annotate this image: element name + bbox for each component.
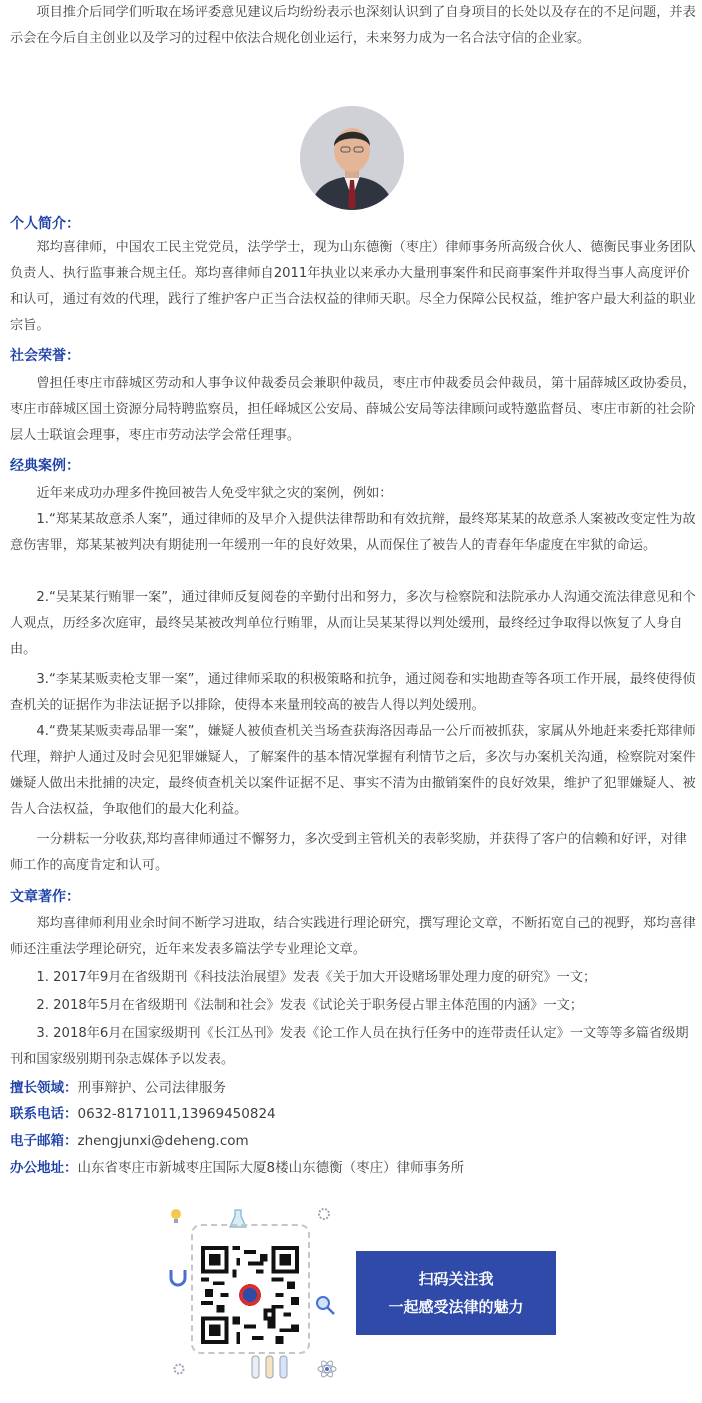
lawyer-portrait [300, 106, 404, 210]
magnifier-icon [314, 1294, 336, 1316]
writings-lead: 郑均喜律师利用业余时间不断学习进取，结合实践进行理论研究，撰写理论文章，不断拓宽自己的视野，郑均喜律师还注重法学理论研究，近年来发表多篇法学专业理论文章。 [10, 916, 696, 957]
address-label: 办公地址： [10, 1160, 78, 1176]
contact-email [10, 1130, 249, 1152]
cases-lead: 近年来成功办理多件挽回被告人免受牢狱之灾的案例，例如： [36, 486, 393, 501]
qr-code[interactable] [201, 1246, 299, 1344]
intro-paragraph: 项目推介后同学们听取在场评委意见建议后均纷纷表示也深刻认识到了自身项目的长处以及存在的不足问题，并表示会在今后自主创业以及学习的过程中依法合规化创业运行，未来努力成为一名合法守信的企业家。 [10, 5, 696, 46]
case-item: 1.“郑某某故意杀人案”，通过律师的及早介入提供法律帮助和有效抗辩，最终郑某某的故意杀人案被改变定性为故意伤害罪，郑某某被判决有期徒刑一年缓刑一年的良好效果，从而保住了被告人的青春年华虚度在牢狱的命运。 [10, 512, 696, 553]
phone-label: 联系电话： [10, 1106, 78, 1122]
profile-title: 个人简介： [10, 216, 80, 232]
phone-value[interactable]: 0632-8171011,13969450824 [77, 1106, 276, 1122]
case-item: 2.“吴某某行贿罪一案”，通过律师反复阅卷的辛勤付出和努力，多次与检察院和法院承办人沟通交流法律意见和个人观点，历经多次庭审，最终吴某被改判单位行贿罪，从而让吴某某得以判处缓刑，最终经过争取得以恢复了人身自由。 [10, 590, 696, 657]
contact-phone [10, 1103, 276, 1125]
banner-line-1: 扫码关注我 [418, 1270, 494, 1288]
cases-title: 经典案例： [10, 458, 80, 474]
writing-item: 3. 2018年6月在国家级期刊《长江丛刊》发表《论工作人员在执行任务中的连带责任认定》一文等等多篇省级期刊和国家级别期刊杂志媒体予以发表。 [10, 1026, 689, 1067]
case-item: 4.“费某某贩卖毒品罪一案”，嫌疑人被侦查机关当场查获海洛因毒品一公斤而被抓获，家属从外地赶来委托郑律师代理，辩护人通过及时会见犯罪嫌疑人，了解案件的基本情况掌握有利情节之后，多次与办案机关沟通，检察院对案件嫌疑人做出未批捕的决定，最终侦查机关以案件证据不足、事实不清为由撤销案件的良好效果，维护了犯罪嫌疑人、被告人合法权益，争取他们的最大化利益。 [10, 724, 696, 817]
test-tubes-icon [248, 1354, 292, 1380]
writing-item: 1. 2017年9月在省级期刊《科技法治展望》发表《关于加大开设赌场罪处理力度的研究》一文； [36, 970, 597, 985]
email-value[interactable]: zhengjunxi@deheng.com [77, 1133, 249, 1149]
address-value: 山东省枣庄市新城枣庄国际大厦8楼山东德衡（枣庄）律师事务所 [77, 1160, 465, 1176]
field-value: 刑事辩护、公司法律服务 [77, 1080, 226, 1096]
gear-icon [316, 1206, 332, 1222]
profile-text: 郑均喜律师，中国农工民主党党员，法学学士，现为山东德衡（枣庄）律师事务所高级合伙人、德衡民事业务团队负责人、执行监事兼合规主任。郑均喜律师自2011年执业以来承办大量刑事案件和民商事案件并取得当事人高度评价和认可，通过有效的代理，践行了维护客户正当合法权益的律师天职。尽全力保障公民权益，维护客户最大利益的职业宗旨。 [10, 240, 696, 333]
banner-line-2: 一起感受法律的魅力 [388, 1298, 524, 1316]
email-label: 电子邮箱： [10, 1133, 78, 1149]
follow-banner [356, 1251, 556, 1335]
case-item: 3.“李某某贩卖枪支罪一案”，通过律师采取的积极策略和抗争，通过阅卷和实地勘查等各项工作开展，最终使得侦查机关的证据作为非法证据予以排除，使得本来量刑较高的被告人得以判处缓刑。 [10, 672, 696, 713]
cases-closing: 一分耕耘一分收获,郑均喜律师通过不懈努力，多次受到主管机关的表彰奖励，并获得了客户的信赖和好评，对律师工作的高度肯定和认可。 [10, 832, 687, 873]
writing-item: 2. 2018年5月在省级期刊《法制和社会》发表《试论关于职务侵占罪主体范围的内涵》一文； [36, 998, 584, 1013]
gear-icon [172, 1362, 186, 1376]
lightbulb-icon [166, 1206, 186, 1226]
field-label: 擅长领域： [10, 1080, 78, 1096]
contact-address [10, 1157, 464, 1179]
atom-icon [316, 1358, 338, 1380]
honors-text: 曾担任枣庄市薛城区劳动和人事争议仲裁委员会兼职仲裁员，枣庄市仲裁委员会仲裁员，第十届薛城区政协委员，枣庄市薛城区国土资源分局特聘监察员，担任峄城区公安局、薛城公安局等法律顾问或特邀监督员、枣庄市新的社会阶层人士联谊会理事，枣庄市劳动法学会常任理事。 [10, 376, 696, 443]
portrait-icon [300, 106, 404, 210]
magnet-icon [168, 1266, 188, 1290]
contact-field [10, 1077, 226, 1099]
honors-title: 社会荣誉： [10, 348, 80, 364]
writings-title: 文章著作： [10, 889, 80, 905]
